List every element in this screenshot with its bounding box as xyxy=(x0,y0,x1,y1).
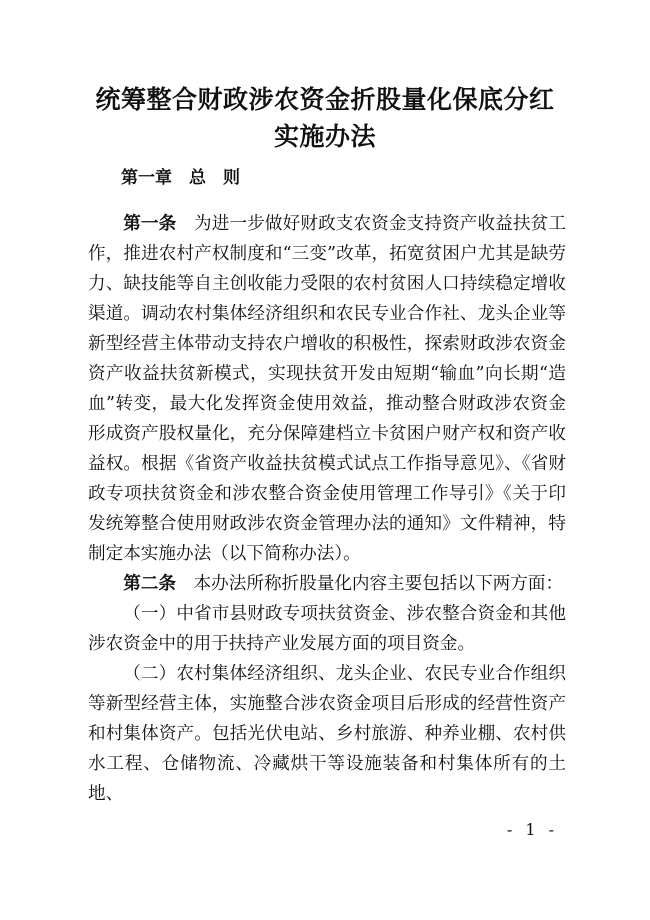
article-2-label: 第二条 xyxy=(123,574,176,594)
chapter-heading: 第一章 总 则 xyxy=(121,168,240,188)
article-1 xyxy=(88,209,566,569)
article-1-text: 为进一步做好财政支农资金支持资产收益扶贫工作，推进农村产权制度和“三变”改革，拓宽贫困户尤其是缺劳力、缺技能等自主创收能力受限的农村贫困人口持续稳定增收渠道。调动农村集体经济组织和农民专业合作社、龙头企业等新型经营主体带动支持农户增收的积极性，探索财政涉农资金资产收益扶贫新模式，实现扶贫开发由短期“输血”向长期“造血”转变，最大化发挥资金使用效益，推动整合财政涉农资金形成资产股权量化，充分保障建档立卡贫困户财产权和资产收益权。根据《省资产收益扶贫模式试点工作指导意见》、《省财政专项扶贫资金和涉农整合资金使用管理工作导引》《关于印发统筹整合使用财政涉农资金管理办法的通知》文件精神，特制定本实施办法（以下简称办法）。 xyxy=(88,214,566,564)
page-number: - 1 - xyxy=(506,820,558,839)
article-2-item-2: （二）农村集体经济组织、龙头企业、农民专业合作组织等新型经营主体，实施整合涉农资金项目后形成的经营性资产和村集体资产。包括光伏电站、乡村旅游、种养业棚、农村供水工程、仓储物流、冷藏烘干等设施装备和村集体所有的土地、 xyxy=(88,664,566,804)
article-2-item-1: （一）中省市县财政专项扶贫资金、涉农整合资金和其他涉农资金中的用于扶持产业发展方面的项目资金。 xyxy=(88,604,566,654)
document-title-line-1: 统筹整合财政涉农资金折股量化保底分红 xyxy=(95,85,555,114)
document-title-line-2: 实施办法 xyxy=(273,122,376,151)
article-2-text: 本办法所称折股量化内容主要包括以下两方面： xyxy=(175,574,564,594)
document-body xyxy=(88,209,566,809)
article-2 xyxy=(88,569,566,599)
article-1-label: 第一条 xyxy=(123,214,177,234)
